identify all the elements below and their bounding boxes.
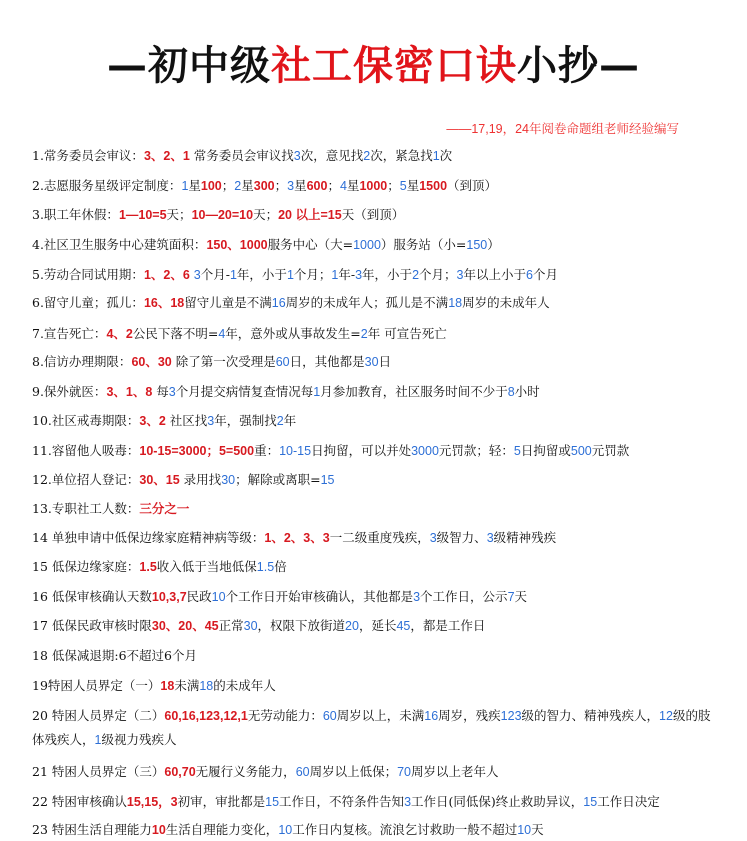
item-text-segment: 年- — [338, 267, 356, 282]
item-text-segment: 次，紧急找 — [370, 148, 433, 163]
item-text-segment: 1.5 — [256, 560, 275, 574]
item-text-segment: 工作日，不符条件告知 — [279, 794, 405, 809]
item-text-segment: 个月； — [293, 267, 332, 282]
item-text-segment: 星 — [406, 178, 420, 193]
item-text-segment: 3 — [486, 531, 494, 545]
item-text-segment: 1—10=5 — [118, 208, 167, 222]
list-item — [32, 793, 660, 811]
item-text-segment: 3、1、8 — [106, 385, 153, 399]
item-text-segment: 日拘留，可以并处 — [311, 443, 412, 458]
item-text-segment: 10 — [211, 590, 226, 604]
list-item — [32, 442, 629, 460]
item-text-segment: 150 — [466, 238, 488, 252]
item-text-segment: 500 — [570, 444, 592, 458]
item-text-segment: 22 特困审核确认 — [32, 794, 127, 809]
list-item — [32, 177, 497, 195]
item-text-segment: 70 — [397, 765, 412, 779]
subtitle: ——17,19，24年阅卷命题组老师经验编写 — [446, 122, 679, 136]
item-text-segment: 19特困人员界定（一） — [32, 678, 161, 693]
item-text-segment: 30 — [243, 619, 258, 633]
item-text-segment: 7 — [507, 590, 515, 604]
item-text-segment: 15 — [265, 795, 280, 809]
item-text-segment: 周岁以上，未满 — [336, 708, 425, 723]
item-text-segment: 20 特困人员界定（二） — [32, 708, 165, 723]
item-text-segment: 1、2、3、3 — [264, 531, 330, 545]
item-text-segment: 公民下落不明= — [132, 326, 219, 341]
item-text-segment: 3 — [287, 179, 295, 193]
item-text-segment: 15 低保边缘家庭： — [32, 559, 140, 574]
item-text-segment: 周岁的未成年人；孤儿是不满 — [285, 295, 449, 310]
item-text-segment: 18 低保减退期:6不超过6个月 — [32, 648, 197, 663]
item-text-segment: 30、20、45 — [151, 619, 219, 633]
item-text-segment: 10-15=3000；5=500 — [139, 444, 255, 458]
item-text-segment: 个月提交病情复查情况每 — [175, 384, 314, 399]
item-text-segment: 7.宣告死亡： — [32, 326, 107, 341]
item-text-segment: 10—20=10 — [191, 208, 254, 222]
item-text-segment: 级精神残疾 — [493, 530, 557, 545]
item-text-segment: 100 — [200, 179, 222, 193]
item-text-segment: 300 — [253, 179, 275, 193]
item-text-segment: 3、2、1 — [143, 149, 190, 163]
item-text-segment: 9.保外就医： — [32, 384, 107, 399]
item-text-segment: 2 — [363, 149, 371, 163]
item-text-segment: 社区找 — [165, 413, 208, 428]
item-text-segment: 日 — [378, 354, 392, 369]
item-text-segment: 1000 — [353, 238, 381, 252]
item-text-segment: 18 — [160, 679, 175, 693]
item-text-segment: 18 — [199, 679, 214, 693]
title-suffix: 小抄— — [517, 43, 640, 89]
item-text-segment: 30 — [221, 473, 236, 487]
list-item — [32, 325, 447, 343]
item-text-segment: 月参加教育，社区服务时间不少于 — [320, 384, 508, 399]
item-text-segment: 1.常务委员会审议： — [32, 148, 144, 163]
item-text-segment: 留守儿童是不满 — [184, 295, 272, 310]
item-text-segment: 13.专职社工人数： — [32, 501, 140, 516]
list-item — [32, 147, 452, 165]
page-title — [0, 38, 747, 94]
list-item — [32, 529, 556, 547]
item-text-segment: 4 — [218, 327, 226, 341]
item-text-segment: ； — [221, 178, 235, 193]
item-text-segment: 10 — [278, 823, 293, 837]
item-text-segment: 45 — [396, 619, 411, 633]
item-text-segment: ，权限下放街道 — [257, 618, 346, 633]
list-item — [32, 383, 540, 401]
item-text-segment: 个工作日，公示 — [420, 589, 508, 604]
list-item — [32, 412, 296, 430]
item-text-segment: 3 — [193, 268, 201, 282]
item-text-segment: 21 特困人员界定（三） — [32, 764, 165, 779]
item-text-segment: 年，小于 — [362, 267, 413, 282]
item-text-segment: 生活自理能力变化， — [165, 822, 279, 837]
item-text-segment: 18 — [448, 296, 463, 310]
item-text-segment: 12 — [659, 709, 673, 723]
list-item — [32, 353, 391, 371]
item-text-segment: 工作日决定 — [597, 794, 660, 809]
item-text-segment: 6 — [526, 268, 533, 282]
item-text-segment: 年，强制找 — [214, 413, 277, 428]
item-text-segment: ，都是工作日 — [410, 618, 486, 633]
item-text-segment: 年，小于 — [236, 267, 287, 282]
item-text-segment: 3 — [293, 149, 301, 163]
list-item — [32, 500, 189, 518]
item-text-segment: 星 — [241, 178, 254, 193]
item-text-segment: 每 — [152, 384, 169, 399]
item-text-segment: 无劳动能力： — [247, 708, 323, 723]
item-text-segment: 周岁以上低保； — [309, 764, 398, 779]
item-text-segment: 600 — [306, 179, 328, 193]
list-item — [32, 206, 404, 224]
item-text-segment: 10 — [517, 823, 532, 837]
item-text-segment: 常务委员会审议找 — [189, 148, 294, 163]
title-highlight: 社工保密口诀 — [271, 43, 517, 89]
item-text-segment: 除了第一次受理是 — [171, 354, 276, 369]
item-text-segment: 天（到顶） — [341, 207, 405, 222]
title-prefix: —初中级 — [107, 43, 271, 89]
item-text-segment: 14 单独申请中低保边缘家庭精神病等级： — [32, 530, 265, 545]
list-item — [32, 821, 544, 839]
item-text-segment: 8 — [507, 385, 515, 399]
item-text-segment: 20 — [345, 619, 359, 633]
item-text-segment: 123 — [500, 709, 522, 723]
item-text-segment: 4 — [339, 179, 347, 193]
item-text-segment: ； — [274, 178, 288, 193]
list-item — [32, 763, 499, 781]
item-text-segment: 工作日(同低保)终止救助异议， — [411, 794, 584, 809]
item-text-segment: 3 — [404, 795, 412, 809]
item-text-segment: 日拘留或 — [520, 443, 571, 458]
item-text-segment: 60、30 — [131, 355, 172, 369]
list-item — [32, 266, 558, 284]
item-text-segment: 周岁以上老年人 — [411, 764, 499, 779]
item-text-segment: 5 — [513, 444, 521, 458]
item-text-segment: 10 — [151, 823, 166, 837]
item-text-segment: （到顶） — [447, 178, 498, 193]
item-text-segment: 1 — [286, 268, 294, 282]
list-item — [32, 558, 287, 576]
item-text-segment: ； — [327, 178, 340, 193]
item-text-segment: 年以上小于 — [463, 267, 526, 282]
item-text-segment: 正常 — [218, 618, 244, 633]
item-text-segment: 1 — [432, 149, 440, 163]
item-text-segment: 5 — [399, 179, 407, 193]
list-item — [32, 471, 334, 489]
item-text-segment: 3 — [456, 268, 464, 282]
item-text-segment: 60 — [322, 709, 337, 723]
item-text-segment: 工作日内复核。流浪乞讨救助一般不超过 — [292, 822, 518, 837]
item-text-segment: 小时 — [514, 384, 540, 399]
item-text-segment: 级视力残疾人 — [101, 732, 177, 747]
item-text-segment: 6.留守儿童；孤儿： — [32, 295, 144, 310]
item-text-segment: 20 以上=15 — [278, 208, 342, 222]
item-text-segment: 天； — [166, 207, 192, 222]
item-text-segment: 天 — [514, 589, 528, 604]
item-text-segment: 周岁的未成年人 — [462, 295, 550, 310]
item-text-segment: ，延长 — [358, 618, 397, 633]
item-text-segment: ；解除或离职= — [235, 472, 321, 487]
item-text-segment: 16 — [424, 709, 439, 723]
item-text-segment: 30 — [364, 355, 379, 369]
item-text-segment: 2 — [276, 414, 284, 428]
item-text-segment: 16、18 — [143, 296, 185, 310]
item-text-segment: 星 — [188, 178, 201, 193]
item-text-segment: 16 — [271, 296, 286, 310]
item-text-segment: 3 — [413, 590, 421, 604]
item-text-segment: 3 — [207, 414, 215, 428]
item-text-segment: 初审，审批都是 — [177, 794, 266, 809]
item-text-segment: ）服务站（小= — [380, 237, 467, 252]
item-text-segment: 一二级重度残疾， — [329, 530, 430, 545]
item-text-segment: 的未成年人 — [213, 678, 276, 693]
item-text-segment: 1、2、6 — [143, 268, 190, 282]
list-item — [32, 647, 197, 665]
item-text-segment: 23 特困生活自理能力 — [32, 822, 152, 837]
item-text-segment: 次 — [439, 148, 453, 163]
item-text-segment: 60,16,123,12,1 — [164, 709, 248, 723]
item-text-segment: 17 低保民政审核时限 — [32, 618, 152, 633]
item-text-segment: 元罚款；轻： — [438, 443, 514, 458]
item-text-segment: 年，意外或从事故发生= — [225, 326, 361, 341]
item-text-segment: 11.容留他人吸毒： — [32, 443, 140, 458]
item-text-segment: 10-15 — [279, 444, 312, 458]
item-text-segment: 3、2 — [139, 414, 166, 428]
item-text-segment: 3000 — [411, 444, 439, 458]
item-text-segment: 无履行义务能力， — [195, 764, 296, 779]
item-text-segment: 2 — [360, 327, 368, 341]
item-text-segment: 60 — [275, 355, 290, 369]
item-text-segment: 元罚款 — [591, 443, 630, 458]
list-item — [32, 294, 550, 312]
item-text-segment: 星 — [294, 178, 307, 193]
item-text-segment: 1500 — [419, 179, 448, 193]
item-text-segment: 12.单位招人登记： — [32, 472, 140, 487]
item-text-segment: 个工作日开始审核确认，其他都是 — [225, 589, 414, 604]
item-text-segment: 4、2 — [106, 327, 133, 341]
item-text-segment: 8.信访办理期限： — [32, 354, 132, 369]
item-text-segment: 级的智力、精神残疾人， — [521, 708, 660, 723]
item-text-segment: 15,15，3 — [126, 795, 178, 809]
item-text-segment: 重： — [254, 443, 280, 458]
item-text-segment: 4.社区卫生服务中心建筑面积： — [32, 237, 207, 252]
item-text-segment: 日，其他都是 — [289, 354, 365, 369]
item-text-segment: ） — [487, 237, 500, 252]
item-text-segment: 15 — [320, 473, 335, 487]
item-text-segment: 1 — [331, 268, 339, 282]
item-text-segment: 年 可宣告死亡 — [367, 326, 447, 341]
item-text-segment: 1 — [229, 268, 237, 282]
item-text-segment: 2 — [234, 179, 242, 193]
item-text-segment: 30、15 — [139, 473, 180, 487]
item-text-segment: 150、1000 — [206, 238, 268, 252]
item-text-segment: 倍 — [274, 559, 287, 574]
item-text-segment: 2 — [412, 268, 420, 282]
item-text-segment: 1 — [181, 179, 189, 193]
item-text-segment: 周岁，残疾 — [438, 708, 501, 723]
item-text-segment: 15 — [583, 795, 598, 809]
item-text-segment: 1 — [94, 733, 102, 747]
item-text-segment: 3 — [168, 385, 176, 399]
list-item — [32, 236, 500, 254]
item-text-segment: 年 — [283, 413, 297, 428]
item-text-segment: 三分之一 — [139, 502, 190, 516]
item-text-segment: 1 — [313, 385, 321, 399]
list-item — [32, 677, 276, 695]
list-item — [32, 704, 722, 752]
item-text-segment: 星 — [346, 178, 360, 193]
item-text-segment: 16 低保审核确认天数 — [32, 589, 152, 604]
item-text-segment: 1.5 — [139, 560, 157, 574]
item-text-segment: 60 — [295, 765, 310, 779]
item-text-segment: 天； — [253, 207, 279, 222]
item-text-segment: ； — [387, 178, 400, 193]
item-text-segment: 10.社区戒毒期限： — [32, 413, 140, 428]
list-item — [32, 617, 485, 635]
item-text-segment: 1000 — [359, 179, 388, 193]
item-text-segment: 民政 — [186, 589, 212, 604]
item-text-segment: 级的肢体残疾人， — [32, 708, 711, 747]
item-text-segment: 级智力、 — [436, 530, 487, 545]
item-text-segment: 服务中心（大= — [267, 237, 354, 252]
item-text-segment: 3.职工年休假： — [32, 207, 119, 222]
item-text-segment: 次，意见找 — [300, 148, 364, 163]
item-text-segment: 10,3,7 — [151, 590, 187, 604]
item-text-segment: 收入低于当地低保 — [156, 559, 257, 574]
item-text-segment: 天 — [531, 822, 544, 837]
item-text-segment: 3 — [429, 531, 437, 545]
item-text-segment: 60,70 — [164, 765, 196, 779]
item-text-segment: 未满 — [174, 678, 200, 693]
item-text-segment: 个月； — [419, 267, 457, 282]
item-text-segment: 个月 — [532, 267, 558, 282]
list-item — [32, 588, 527, 606]
item-text-segment: 2.志愿服务星级评定制度： — [32, 178, 182, 193]
item-text-segment: 个月- — [200, 267, 230, 282]
item-text-segment: 3 — [355, 268, 363, 282]
item-text-segment: 录用找 — [179, 472, 222, 487]
item-text-segment: 5.劳动合同试用期： — [32, 267, 144, 282]
